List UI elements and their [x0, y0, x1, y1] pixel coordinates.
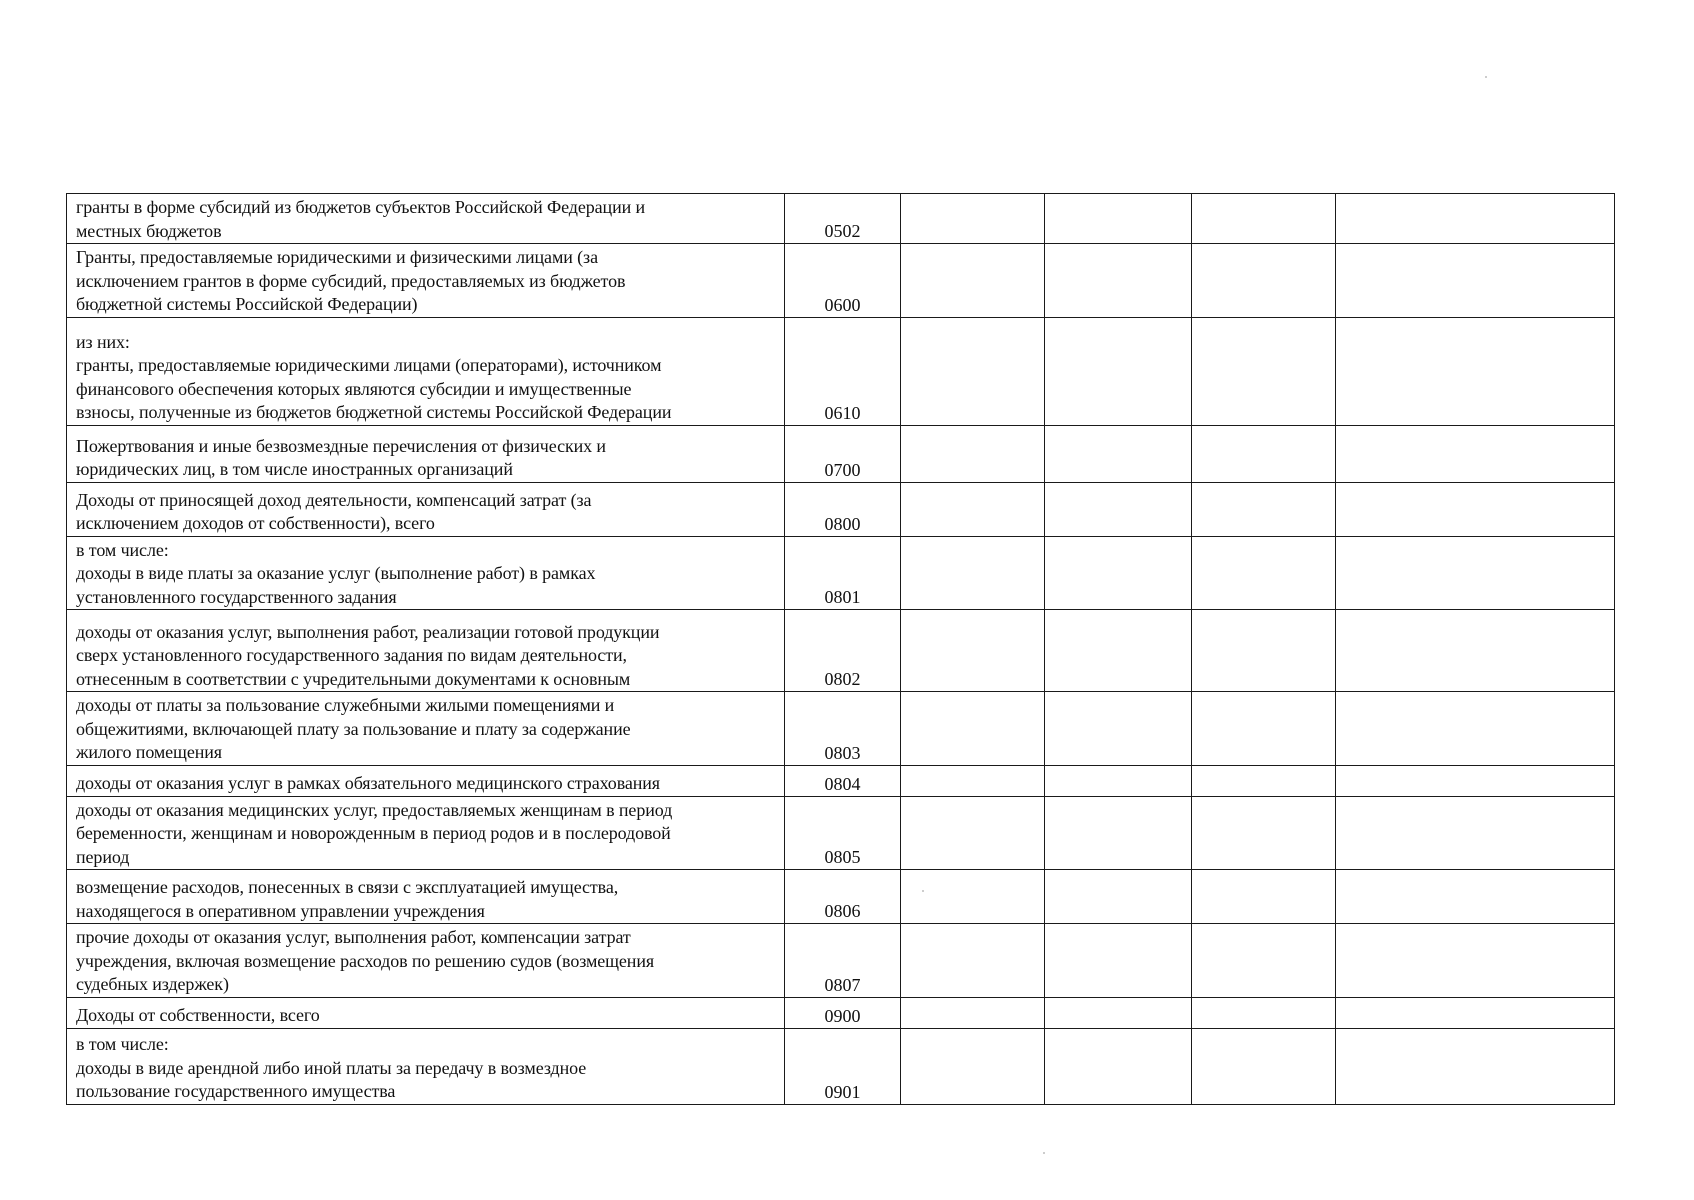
row-description	[67, 924, 785, 998]
value-cell	[901, 317, 1045, 425]
value-cell	[1336, 536, 1615, 610]
value-cell	[901, 1028, 1045, 1104]
description-line: бюджетной системы Российской Федерации)	[76, 294, 418, 314]
description-line: доходы в виде платы за оказание услуг (выполнение работ) в рамках	[76, 563, 596, 583]
description-line: доходы в виде арендной либо иной платы за передачу в возмездное	[76, 1057, 587, 1078]
value-cell	[1336, 194, 1615, 244]
row-code: 0804	[785, 765, 901, 796]
description-line: взносы, полученные из бюджетов бюджетной системы Российской Федерации	[76, 402, 672, 422]
description-line: финансового обеспечения которых являются субсидии и имущественные	[76, 378, 632, 399]
value-cell	[1045, 765, 1192, 796]
description-line: в том числе:	[76, 1034, 169, 1054]
value-cell	[1192, 870, 1336, 924]
value-cell	[901, 194, 1045, 244]
description-line: возмещение расходов, понесенных в связи с эксплуатацией имущества,	[76, 877, 619, 897]
value-cell	[901, 692, 1045, 766]
value-cell	[1336, 317, 1615, 425]
row-code: 0806	[785, 870, 901, 924]
description-line: отнесенным в соответствии с учредительными документами к основным	[76, 668, 631, 689]
value-cell	[1192, 765, 1336, 796]
value-cell	[1192, 194, 1336, 244]
table-row	[67, 692, 1615, 766]
value-cell	[1336, 765, 1615, 796]
row-description	[67, 610, 785, 692]
value-cell	[1045, 997, 1192, 1028]
value-cell	[1045, 692, 1192, 766]
row-code: 0610	[785, 317, 901, 425]
value-cell	[901, 870, 1045, 924]
table-row	[67, 536, 1615, 610]
value-cell	[1336, 924, 1615, 998]
row-code: 0800	[785, 482, 901, 536]
description-line: доходы от оказания медицинских услуг, предоставляемых женщинам в период	[76, 799, 673, 820]
row-description	[67, 692, 785, 766]
value-cell	[1045, 194, 1192, 244]
row-description	[67, 244, 785, 318]
description-line: Гранты, предоставляемые юридическими и физическими лицами (за	[76, 247, 598, 267]
value-cell	[1192, 244, 1336, 318]
row-code: 0807	[785, 924, 901, 998]
description-line: Доходы от приносящей доход деятельности, компенсаций затрат (за	[76, 489, 592, 510]
description-line: из них:	[76, 331, 130, 352]
value-cell	[901, 536, 1045, 610]
value-cell	[1045, 482, 1192, 536]
row-code: 0901	[785, 1028, 901, 1104]
row-description	[67, 1028, 785, 1104]
value-cell	[901, 244, 1045, 318]
value-cell	[1336, 870, 1615, 924]
scan-speck	[922, 890, 924, 892]
value-cell	[1045, 1028, 1192, 1104]
value-cell	[1045, 425, 1192, 482]
table-row	[67, 924, 1615, 998]
value-cell	[1045, 244, 1192, 318]
value-cell	[1192, 924, 1336, 998]
value-cell	[1045, 796, 1192, 870]
row-description	[67, 194, 785, 244]
row-code: 0502	[785, 194, 901, 244]
row-description	[67, 765, 785, 796]
income-table	[66, 193, 1615, 1105]
row-code: 0802	[785, 610, 901, 692]
description-line: сверх установленного государственного задания по видам деятельности,	[76, 645, 627, 665]
row-description	[67, 536, 785, 610]
value-cell	[901, 997, 1045, 1028]
value-cell	[901, 796, 1045, 870]
description-line: местных бюджетов	[76, 220, 222, 241]
value-cell	[1192, 610, 1336, 692]
value-cell	[1336, 1028, 1615, 1104]
value-cell	[1045, 536, 1192, 610]
table-row	[67, 765, 1615, 796]
description-line: исключением грантов в форме субсидий, предоставляемых из бюджетов	[76, 270, 626, 291]
row-description	[67, 317, 785, 425]
value-cell	[1192, 317, 1336, 425]
description-line: доходы от платы за пользование служебными жилыми помещениями и	[76, 695, 615, 715]
row-code: 0803	[785, 692, 901, 766]
table-row	[67, 425, 1615, 482]
value-cell	[1336, 796, 1615, 870]
table-row	[67, 194, 1615, 244]
description-line: общежитиями, включающей плату за пользование и плату за содержание	[76, 718, 631, 739]
description-line: судебных издержек)	[76, 974, 229, 994]
description-line: доходы от оказания услуг в рамках обязательного медицинского страхования	[76, 773, 660, 793]
value-cell	[1336, 244, 1615, 318]
description-line: период	[76, 846, 130, 867]
description-line: пользование государственного имущества	[76, 1081, 396, 1101]
description-line: гранты в форме субсидий из бюджетов субъектов Российской Федерации и	[76, 197, 646, 217]
description-line: учреждения, включая возмещение расходов по решению судов (возмещения	[76, 950, 655, 971]
value-cell	[1336, 610, 1615, 692]
row-code: 0600	[785, 244, 901, 318]
table-row	[67, 244, 1615, 318]
table-row	[67, 610, 1615, 692]
value-cell	[1045, 317, 1192, 425]
table-row	[67, 317, 1615, 425]
table-row	[67, 1028, 1615, 1104]
description-line: беременности, женщинам и новорожденным в период родов и в послеродовой	[76, 823, 671, 843]
value-cell	[1045, 924, 1192, 998]
description-line: доходы от оказания услуг, выполнения работ, реализации готовой продукции	[76, 621, 660, 642]
description-line: гранты, предоставляемые юридическими лицами (операторами), источником	[76, 355, 662, 375]
row-code: 0801	[785, 536, 901, 610]
row-code: 0700	[785, 425, 901, 482]
description-line: Пожертвования и иные безвозмездные перечисления от физических и	[76, 435, 606, 456]
value-cell	[1336, 692, 1615, 766]
description-line: Доходы от собственности, всего	[76, 1005, 320, 1025]
value-cell	[1192, 692, 1336, 766]
value-cell	[1192, 997, 1336, 1028]
value-cell	[1192, 796, 1336, 870]
row-code: 0805	[785, 796, 901, 870]
value-cell	[901, 610, 1045, 692]
table-row	[67, 796, 1615, 870]
value-cell	[1192, 1028, 1336, 1104]
value-cell	[901, 425, 1045, 482]
value-cell	[1192, 536, 1336, 610]
value-cell	[1045, 610, 1192, 692]
table-row	[67, 997, 1615, 1028]
row-code: 0900	[785, 997, 901, 1028]
row-description	[67, 997, 785, 1028]
value-cell	[1336, 425, 1615, 482]
value-cell	[1192, 482, 1336, 536]
value-cell	[901, 924, 1045, 998]
value-cell	[1336, 997, 1615, 1028]
row-description	[67, 796, 785, 870]
scan-speck	[1043, 1152, 1045, 1154]
description-line: установленного государственного задания	[76, 586, 397, 607]
description-line: в том числе:	[76, 539, 169, 560]
description-line: находящегося в оперативном управлении учреждения	[76, 900, 485, 921]
value-cell	[901, 765, 1045, 796]
value-cell	[901, 482, 1045, 536]
table-row	[67, 870, 1615, 924]
description-line: юридических лиц, в том числе иностранных организаций	[76, 459, 513, 479]
row-description	[67, 870, 785, 924]
value-cell	[1192, 425, 1336, 482]
description-line: исключением доходов от собственности), всего	[76, 513, 435, 533]
value-cell	[1045, 870, 1192, 924]
description-line: прочие доходы от оказания услуг, выполнения работ, компенсации затрат	[76, 927, 631, 947]
description-line: жилого помещения	[76, 742, 222, 762]
table-row	[67, 482, 1615, 536]
income-table-body	[67, 194, 1615, 1105]
row-description	[67, 425, 785, 482]
scan-speck	[1485, 76, 1487, 78]
row-description	[67, 482, 785, 536]
value-cell	[1336, 482, 1615, 536]
